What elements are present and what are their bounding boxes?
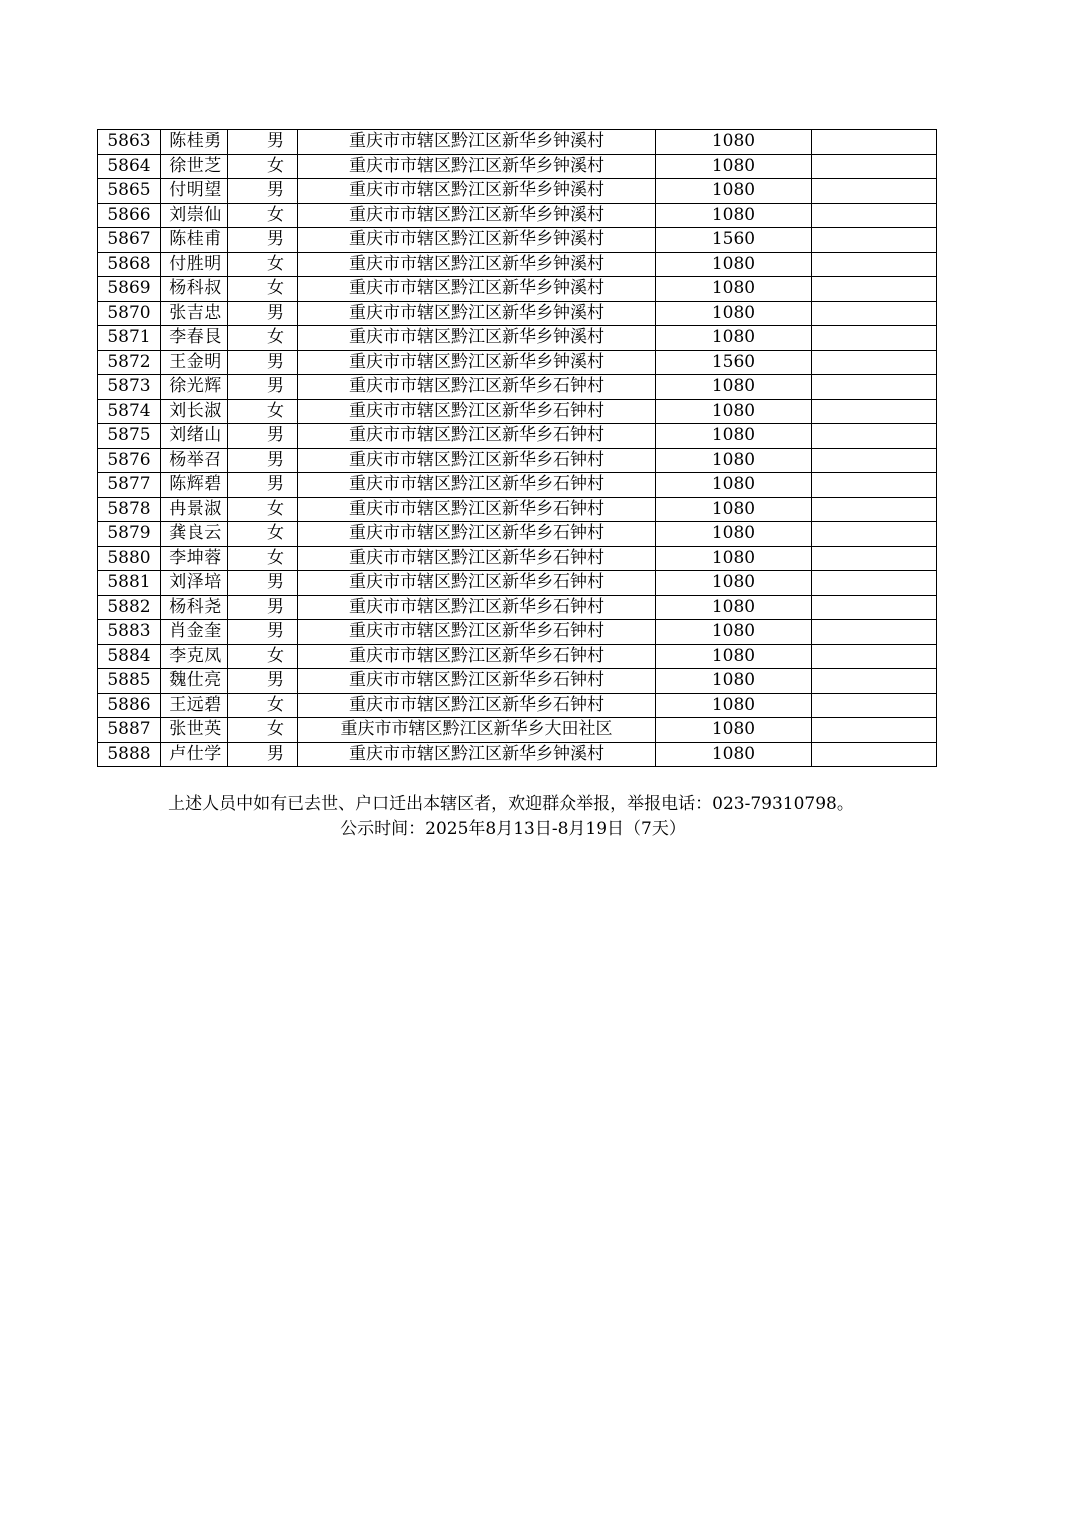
row-number-cell: 5879 — [98, 522, 161, 547]
row-number-cell: 5878 — [98, 497, 161, 522]
note-cell — [812, 424, 937, 449]
gender-cell: 男 — [228, 448, 298, 473]
name-cell: 刘泽培 — [161, 571, 228, 596]
address-cell: 重庆市市辖区黔江区新华乡钟溪村 — [298, 228, 656, 253]
address-cell: 重庆市市辖区黔江区新华乡钟溪村 — [298, 179, 656, 204]
row-number-cell: 5883 — [98, 620, 161, 645]
address-cell: 重庆市市辖区黔江区新华乡石钟村 — [298, 424, 656, 449]
amount-cell: 1080 — [656, 522, 812, 547]
name-cell: 徐世芝 — [161, 154, 228, 179]
row-number-cell: 5881 — [98, 571, 161, 596]
row-number-cell: 5880 — [98, 546, 161, 571]
note-cell — [812, 326, 937, 351]
address-cell: 重庆市市辖区黔江区新华乡石钟村 — [298, 644, 656, 669]
note-cell — [812, 252, 937, 277]
publicity-period: 公示时间：2025年8月13日-8月19日（7天） — [340, 819, 686, 839]
address-cell: 重庆市市辖区黔江区新华乡石钟村 — [298, 522, 656, 547]
row-number-cell: 5864 — [98, 154, 161, 179]
address-cell: 重庆市市辖区黔江区新华乡钟溪村 — [298, 203, 656, 228]
name-cell: 李坤蓉 — [161, 546, 228, 571]
note-cell — [812, 620, 937, 645]
name-cell: 付明望 — [161, 179, 228, 204]
amount-cell: 1080 — [656, 130, 812, 155]
address-cell: 重庆市市辖区黔江区新华乡石钟村 — [298, 595, 656, 620]
address-cell: 重庆市市辖区黔江区新华乡大田社区 — [298, 718, 656, 743]
note-cell — [812, 154, 937, 179]
address-cell: 重庆市市辖区黔江区新华乡石钟村 — [298, 448, 656, 473]
amount-cell: 1560 — [656, 350, 812, 375]
gender-cell: 女 — [228, 497, 298, 522]
name-cell: 张世英 — [161, 718, 228, 743]
name-cell: 李春艮 — [161, 326, 228, 351]
amount-cell: 1080 — [656, 301, 812, 326]
address-cell: 重庆市市辖区黔江区新华乡石钟村 — [298, 669, 656, 694]
gender-cell: 女 — [228, 154, 298, 179]
name-cell: 刘崇仙 — [161, 203, 228, 228]
gender-cell: 女 — [228, 522, 298, 547]
note-cell — [812, 228, 937, 253]
table-row — [98, 399, 937, 424]
amount-cell: 1080 — [656, 571, 812, 596]
roster-table — [97, 129, 937, 767]
row-number-cell: 5888 — [98, 742, 161, 767]
row-number-cell: 5884 — [98, 644, 161, 669]
amount-cell: 1080 — [656, 620, 812, 645]
note-cell — [812, 571, 937, 596]
note-cell — [812, 277, 937, 302]
table-row — [98, 473, 937, 498]
name-cell: 杨科叔 — [161, 277, 228, 302]
name-cell: 魏仕亮 — [161, 669, 228, 694]
amount-cell: 1080 — [656, 546, 812, 571]
amount-cell: 1560 — [656, 228, 812, 253]
name-cell: 王金明 — [161, 350, 228, 375]
gender-cell: 男 — [228, 742, 298, 767]
gender-cell: 男 — [228, 301, 298, 326]
address-cell: 重庆市市辖区黔江区新华乡钟溪村 — [298, 350, 656, 375]
note-cell — [812, 203, 937, 228]
gender-cell: 男 — [228, 473, 298, 498]
gender-cell: 男 — [228, 130, 298, 155]
note-cell — [812, 742, 937, 767]
note-cell — [812, 448, 937, 473]
row-number-cell: 5882 — [98, 595, 161, 620]
amount-cell: 1080 — [656, 595, 812, 620]
report-notice: 上述人员中如有已去世、户口迁出本辖区者，欢迎群众举报，举报电话：023-79310798。 — [168, 794, 854, 814]
amount-cell: 1080 — [656, 154, 812, 179]
note-cell — [812, 693, 937, 718]
table-row — [98, 571, 937, 596]
table-row — [98, 130, 937, 155]
row-number-cell: 5873 — [98, 375, 161, 400]
gender-cell: 男 — [228, 350, 298, 375]
row-number-cell: 5885 — [98, 669, 161, 694]
name-cell: 杨科尧 — [161, 595, 228, 620]
table-row — [98, 497, 937, 522]
name-cell: 杨举召 — [161, 448, 228, 473]
row-number-cell: 5863 — [98, 130, 161, 155]
name-cell: 陈桂勇 — [161, 130, 228, 155]
address-cell: 重庆市市辖区黔江区新华乡石钟村 — [298, 399, 656, 424]
gender-cell: 女 — [228, 252, 298, 277]
table-row — [98, 424, 937, 449]
row-number-cell: 5869 — [98, 277, 161, 302]
gender-cell: 女 — [228, 693, 298, 718]
gender-cell: 男 — [228, 669, 298, 694]
name-cell: 王远碧 — [161, 693, 228, 718]
amount-cell: 1080 — [656, 179, 812, 204]
name-cell: 徐光辉 — [161, 375, 228, 400]
address-cell: 重庆市市辖区黔江区新华乡石钟村 — [298, 473, 656, 498]
gender-cell: 男 — [228, 179, 298, 204]
address-cell: 重庆市市辖区黔江区新华乡钟溪村 — [298, 252, 656, 277]
address-cell: 重庆市市辖区黔江区新华乡石钟村 — [298, 375, 656, 400]
note-cell — [812, 473, 937, 498]
note-cell — [812, 595, 937, 620]
table-row — [98, 522, 937, 547]
amount-cell: 1080 — [656, 448, 812, 473]
name-cell: 陈桂甫 — [161, 228, 228, 253]
table-row — [98, 154, 937, 179]
note-cell — [812, 546, 937, 571]
row-number-cell: 5865 — [98, 179, 161, 204]
table-row — [98, 595, 937, 620]
note-cell — [812, 130, 937, 155]
row-number-cell: 5871 — [98, 326, 161, 351]
row-number-cell: 5867 — [98, 228, 161, 253]
table-row — [98, 301, 937, 326]
gender-cell: 男 — [228, 620, 298, 645]
table-row — [98, 742, 937, 767]
address-cell: 重庆市市辖区黔江区新华乡钟溪村 — [298, 130, 656, 155]
roster-table-body — [98, 130, 937, 767]
gender-cell: 男 — [228, 375, 298, 400]
gender-cell: 男 — [228, 571, 298, 596]
name-cell: 陈辉碧 — [161, 473, 228, 498]
address-cell: 重庆市市辖区黔江区新华乡钟溪村 — [298, 277, 656, 302]
row-number-cell: 5886 — [98, 693, 161, 718]
gender-cell: 女 — [228, 546, 298, 571]
note-cell — [812, 179, 937, 204]
note-cell — [812, 399, 937, 424]
address-cell: 重庆市市辖区黔江区新华乡钟溪村 — [298, 742, 656, 767]
amount-cell: 1080 — [656, 644, 812, 669]
row-number-cell: 5874 — [98, 399, 161, 424]
gender-cell: 女 — [228, 399, 298, 424]
name-cell: 刘长淑 — [161, 399, 228, 424]
row-number-cell: 5872 — [98, 350, 161, 375]
name-cell: 付胜明 — [161, 252, 228, 277]
row-number-cell: 5887 — [98, 718, 161, 743]
amount-cell: 1080 — [656, 252, 812, 277]
table-row — [98, 644, 937, 669]
gender-cell: 女 — [228, 718, 298, 743]
address-cell: 重庆市市辖区黔江区新华乡石钟村 — [298, 571, 656, 596]
name-cell: 龚良云 — [161, 522, 228, 547]
address-cell: 重庆市市辖区黔江区新华乡钟溪村 — [298, 301, 656, 326]
name-cell: 肖金奎 — [161, 620, 228, 645]
table-row — [98, 546, 937, 571]
address-cell: 重庆市市辖区黔江区新华乡钟溪村 — [298, 154, 656, 179]
row-number-cell: 5875 — [98, 424, 161, 449]
amount-cell: 1080 — [656, 718, 812, 743]
amount-cell: 1080 — [656, 326, 812, 351]
amount-cell: 1080 — [656, 203, 812, 228]
table-row — [98, 326, 937, 351]
note-cell — [812, 669, 937, 694]
gender-cell: 女 — [228, 203, 298, 228]
amount-cell: 1080 — [656, 693, 812, 718]
table-row — [98, 252, 937, 277]
address-cell: 重庆市市辖区黔江区新华乡石钟村 — [298, 620, 656, 645]
name-cell: 冉景淑 — [161, 497, 228, 522]
gender-cell: 男 — [228, 595, 298, 620]
table-row — [98, 350, 937, 375]
address-cell: 重庆市市辖区黔江区新华乡钟溪村 — [298, 326, 656, 351]
gender-cell: 女 — [228, 326, 298, 351]
table-row — [98, 179, 937, 204]
amount-cell: 1080 — [656, 497, 812, 522]
note-cell — [812, 350, 937, 375]
address-cell: 重庆市市辖区黔江区新华乡石钟村 — [298, 693, 656, 718]
address-cell: 重庆市市辖区黔江区新华乡石钟村 — [298, 546, 656, 571]
table-row — [98, 375, 937, 400]
gender-cell: 女 — [228, 644, 298, 669]
name-cell: 张吉忠 — [161, 301, 228, 326]
name-cell: 卢仕学 — [161, 742, 228, 767]
note-cell — [812, 497, 937, 522]
note-cell — [812, 718, 937, 743]
gender-cell: 女 — [228, 277, 298, 302]
amount-cell: 1080 — [656, 742, 812, 767]
amount-cell: 1080 — [656, 375, 812, 400]
table-row — [98, 203, 937, 228]
gender-cell: 男 — [228, 228, 298, 253]
amount-cell: 1080 — [656, 473, 812, 498]
table-row — [98, 620, 937, 645]
table-row — [98, 669, 937, 694]
table-row — [98, 693, 937, 718]
address-cell: 重庆市市辖区黔江区新华乡石钟村 — [298, 497, 656, 522]
amount-cell: 1080 — [656, 669, 812, 694]
table-row — [98, 228, 937, 253]
note-cell — [812, 375, 937, 400]
note-cell — [812, 644, 937, 669]
table-row — [98, 448, 937, 473]
row-number-cell: 5877 — [98, 473, 161, 498]
name-cell: 刘绪山 — [161, 424, 228, 449]
amount-cell: 1080 — [656, 424, 812, 449]
table-row — [98, 277, 937, 302]
note-cell — [812, 522, 937, 547]
table-row — [98, 718, 937, 743]
amount-cell: 1080 — [656, 399, 812, 424]
row-number-cell: 5876 — [98, 448, 161, 473]
row-number-cell: 5866 — [98, 203, 161, 228]
row-number-cell: 5870 — [98, 301, 161, 326]
name-cell: 李克凤 — [161, 644, 228, 669]
row-number-cell: 5868 — [98, 252, 161, 277]
gender-cell: 男 — [228, 424, 298, 449]
amount-cell: 1080 — [656, 277, 812, 302]
note-cell — [812, 301, 937, 326]
